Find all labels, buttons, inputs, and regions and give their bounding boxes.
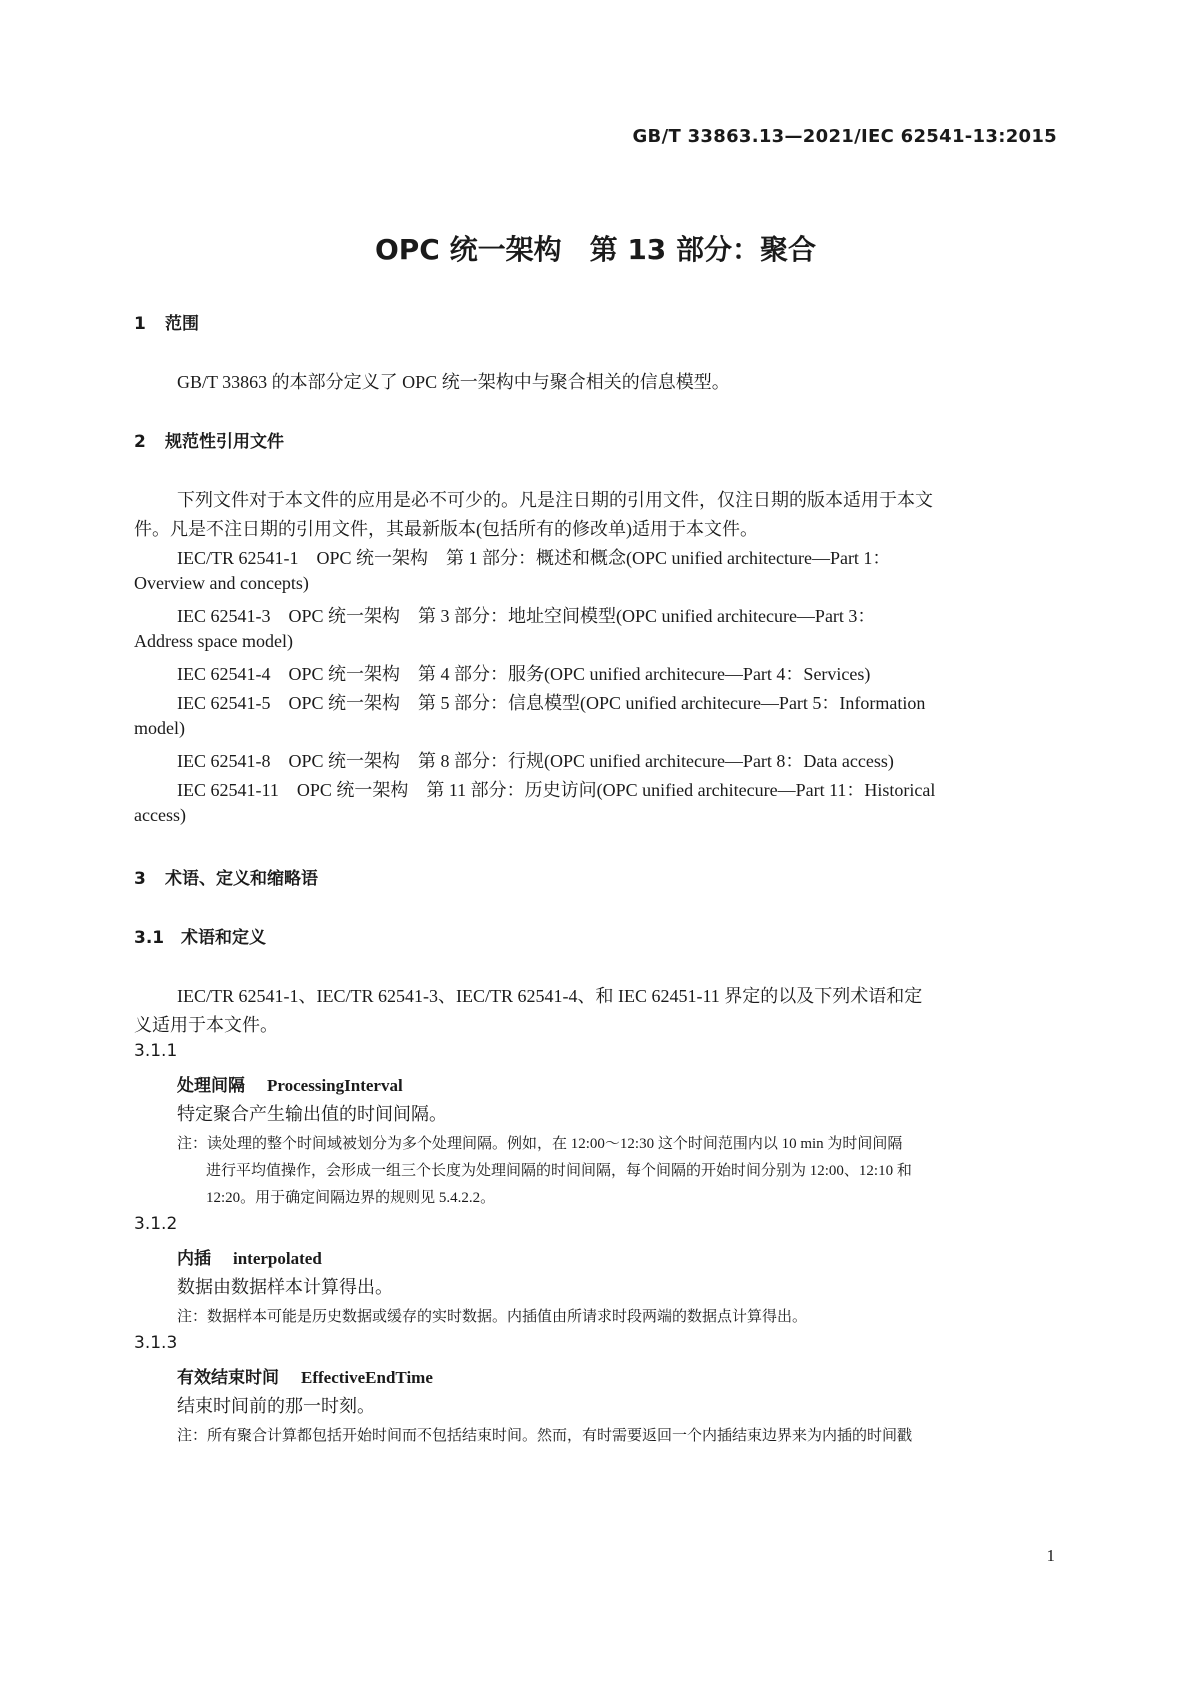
term-number: 3.1.2	[134, 1214, 178, 1234]
term-en: EffectiveEndTime	[301, 1368, 433, 1387]
section-title: 术语、定义和缩略语	[165, 869, 318, 889]
term-note-line-1: 注：数据样本可能是历史数据或缓存的实时数据。内插值由所请求时段两端的数据点计算得出。	[177, 1309, 808, 1325]
reference-item-2-line-2: Address space model)	[134, 631, 293, 651]
term-zh: 处理间隔	[177, 1076, 245, 1096]
terms-intro-line-1: IEC/TR 62541-1、IEC/TR 62541-3、IEC/TR 62541-4、和 IEC 62451-11 界定的以及下列术语和定	[177, 986, 923, 1006]
section-title: 范围	[165, 314, 199, 334]
reference-item-1-line-1: IEC/TR 62541-1 OPC 统一架构 第 1 部分：概述和概念(OPC unified architecture—Part 1：	[177, 548, 891, 568]
term-name	[177, 1244, 322, 1269]
reference-item-3: IEC 62541-4 OPC 统一架构 第 4 部分：服务(OPC unified architecure—Part 4：Services)	[177, 664, 871, 684]
subsection-number: 3.1	[134, 928, 165, 948]
term-note-line-1: 注：读处理的整个时间域被划分为多个处理间隔。例如，在 12:00～12:30 这个时间范围内以 10 min 为时间间隔	[177, 1136, 903, 1152]
reference-item-4-line-1: IEC 62541-5 OPC 统一架构 第 5 部分：信息模型(OPC unified architecure—Part 5：Information	[177, 693, 926, 713]
section-number: 3	[134, 869, 146, 889]
term-note-line-1: 注：所有聚合计算都包括开始时间而不包括结束时间。然而，有时需要返回一个内插结束边界来为内插的时间戳	[177, 1428, 913, 1444]
term-definition: 数据由数据样本计算得出。	[177, 1277, 393, 1297]
normative-intro-line-1: 下列文件对于本文件的应用是必不可少的。凡是注日期的引用文件，仅注日期的版本适用于本文	[177, 490, 933, 510]
page-number: 1	[1046, 1546, 1055, 1565]
section-number: 1	[134, 314, 146, 334]
reference-item-1-line-2: Overview and concepts)	[134, 573, 309, 593]
term-note-line-3: 12:20。用于确定间隔边界的规则见 5.4.2.2。	[206, 1190, 496, 1206]
term-note-line-2: 进行平均值操作，会形成一组三个长度为处理间隔的时间间隔，每个间隔的开始时间分别为 12:00、12:10 和	[206, 1163, 912, 1179]
subsection-3-1-heading	[134, 923, 266, 948]
section-number: 2	[134, 432, 146, 452]
term-name	[177, 1363, 433, 1388]
term-en: interpolated	[233, 1249, 322, 1268]
term-definition: 特定聚合产生输出值的时间间隔。	[177, 1104, 447, 1124]
subsection-title: 术语和定义	[181, 928, 266, 948]
reference-item-4-line-2: model)	[134, 718, 185, 738]
section-1-heading	[134, 309, 199, 334]
reference-item-5: IEC 62541-8 OPC 统一架构 第 8 部分：行规(OPC unified architecure—Part 8：Data access)	[177, 751, 894, 771]
section-2-heading	[134, 427, 284, 452]
normative-intro-line-2: 件。凡是不注日期的引用文件，其最新版本(包括所有的修改单)适用于本文件。	[134, 519, 758, 539]
reference-item-6-line-2: access)	[134, 805, 186, 825]
term-zh: 有效结束时间	[177, 1368, 279, 1388]
section-3-heading	[134, 864, 318, 889]
section-title: 规范性引用文件	[165, 432, 284, 452]
standard-code: GB/T 33863.13—2021/IEC 62541-13:2015	[632, 126, 1057, 147]
term-en: ProcessingInterval	[267, 1076, 403, 1095]
term-definition: 结束时间前的那一时刻。	[177, 1396, 375, 1416]
document-title: OPC 统一架构 第 13 部分：聚合	[374, 233, 817, 266]
term-number: 3.1.1	[134, 1041, 178, 1061]
term-zh: 内插	[177, 1249, 211, 1269]
terms-intro-line-2: 义适用于本文件。	[134, 1015, 278, 1035]
scope-paragraph: GB/T 33863 的本部分定义了 OPC 统一架构中与聚合相关的信息模型。	[177, 372, 730, 392]
term-name	[177, 1071, 403, 1096]
reference-item-2-line-1: IEC 62541-3 OPC 统一架构 第 3 部分：地址空间模型(OPC unified architecure—Part 3：	[177, 606, 876, 626]
reference-item-6-line-1: IEC 62541-11 OPC 统一架构 第 11 部分：历史访问(OPC unified architecure—Part 11：Historical	[177, 780, 936, 800]
term-number: 3.1.3	[134, 1333, 178, 1353]
